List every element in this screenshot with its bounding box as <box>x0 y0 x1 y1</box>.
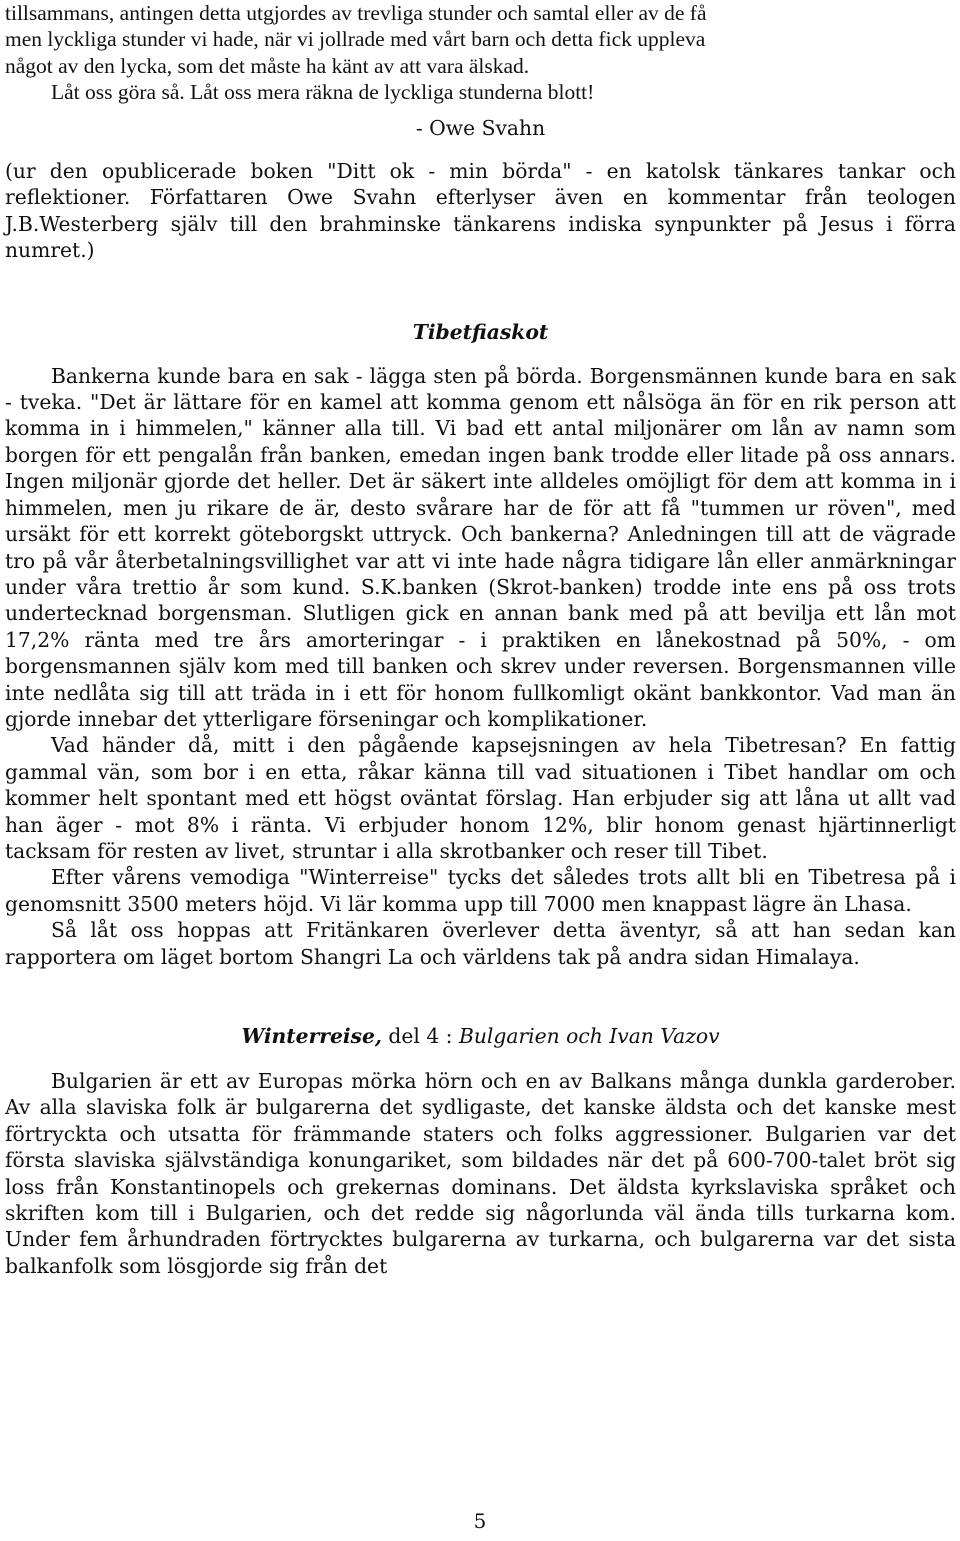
title-mid-part: del 4 : <box>381 1024 459 1048</box>
section-title-tibetfiaskot: Tibetfiaskot <box>412 319 549 344</box>
paragraph-1: Bankerna kunde bara en sak - lägga sten på börda. Borgensmännen kunde bara en sak - tveka. "Det är lättare för en kamel att komma genom ett nålsöga än för en rik person att komma in i himmelen," känner alla till. Vi bad ett antal miljonärer om lån av namn som borgen för ett pengalån från banken, emedan ingen bank trodde eller litade på oss annars. Ingen miljonär gjorde det heller. Det är säkert inte alldeles omöjligt för dem att komma in i himmelen, men ju rikare de är, desto svårare har de för att få "tummen ur röven", med ursäkt för ett korrekt göteborgskt uttryck. Och bankerna? Anledningen till att de vägrade tro på vår återbetalningsvillighet var att vi inte hade några tidigare lån eller anmärkningar under våra trettio år som kund. S.K.banken (Skrot-banken) trodde inte ens på oss trots undertecknad borgensman. Slutligen gick en annan bank med på att bevilja ett lån mot 17,2% ränta med tre års amorteringar - i praktiken en lånekostnad på 50%, - om borgensmannen själv kom med till banken och skrev under reversen. Borgensmannen ville inte nedlåta sig till att träda in i ett för honom fullkomligt okänt bankkontor. Vad man än gjorde innebar det ytterligare förseningar och komplikationer. <box>5 363 956 731</box>
paragraph-bulgarien: Bulgarien är ett av Europas mörka hörn och en av Balkans många dunkla garderober. Av alla slaviska folk är bulgarerna det sydligaste, det kanske äldsta och det kanske mest förtryckta och utsatta för främmande staters och folks aggressioner. Bulgarien var det första slaviska självständiga konungariket, som bildades när det på 600-700-talet bröt sig loss från Konstantinopels och grekernas dominans. Det äldsta kyrkslaviska språket och skriften kom till i Bulgarien, och det redde sig någorlunda väl ända tills turkarna kom. Under fem århundraden förtrycktes bulgarerna av turkarna, och bulgarerna var det sista balkanfolk som lösgjorde sig från det <box>5 1069 956 1278</box>
page-number: 5 <box>473 1509 487 1533</box>
section-title-winterreise <box>5 1023 956 1049</box>
source-note: (ur den opublicerade boken "Ditt ok - min börda" - en katolsk tänkares tankar och reflektioner. Författaren Owe Svahn efterlyser även en kommentar från teologen J.B.Westerberg själv till den brahminske tänkarens indiska synpunkter på Jesus i förra numret.) <box>5 159 956 263</box>
paragraph-2: Vad händer då, mitt i den pågående kapsejsningen av hela Tibetresan? En fattig gammal vän, som bor i en etta, råkar känna till vad situationen i Tibet handlar om och kommer helt spontant med ett högst oväntat förslag. Han erbjuder sig att låna ut allt vad han äger - mot 8% i ränta. Vi erbjuder honom 12%, blir honom genast hjärtinnerligt tacksam för resten av livet, struntar i alla skrotbanker och reser till Tibet. <box>5 733 956 863</box>
signature: - Owe Svahn <box>415 115 546 140</box>
paragraph-4: Så låt oss hoppas att Fritänkaren överlever detta äventyr, så att han sedan kan rapportera om läget bortom Shangri La och världens tak på andra sidan Himalaya. <box>5 918 956 969</box>
intro-line-3: något av den lycka, som det måste ha känt av att vara älskad. <box>5 53 530 78</box>
paragraph-3: Efter vårens vemodiga "Winterreise" tycks det således trots allt bli en Tibetresa på i genomsnitt 3500 meters höjd. Vi lär komma upp till 7000 men knappast lägre än Lhasa. <box>5 865 956 916</box>
intro-line-2: men lyckliga stunder vi hade, när vi jollrade med vårt barn och detta fick uppleva <box>5 27 706 52</box>
intro-line-1: tillsammans, antingen detta utgjordes av trevliga stunder och samtal eller av de få <box>5 1 707 25</box>
title-bold-part: Winterreise, <box>241 1024 382 1048</box>
intro-line-4: Låt oss göra så. Låt oss mera räkna de lyckliga stunderna blott! <box>51 80 595 105</box>
document-page <box>5 0 956 1279</box>
title-italic-part: Bulgarien och Ivan Vazov <box>458 1024 720 1048</box>
